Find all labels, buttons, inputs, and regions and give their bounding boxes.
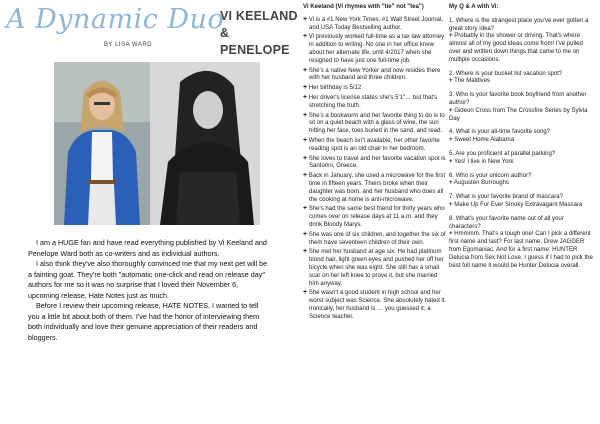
vi-facts-column [303, 4, 447, 322]
qa-item [449, 18, 595, 65]
qa-item [449, 129, 595, 145]
plus-bullet-icon: + [449, 231, 453, 238]
fact-item: + She met her husband at age six. He had platinum blond hair, light green eyes and pushed her off her bicycle when she was eight. She still has a small scar on her left knee to prove it, but she married him anyway. [303, 248, 444, 287]
qa-heading: My Q & A with Vi: [449, 4, 499, 10]
answer: + Augusten Burroughs [449, 180, 510, 187]
fact-item: + When the beach isn't available, her other favorite reading spot is an old chair in her bedroom. [303, 136, 440, 152]
answer: + Yes! I live in New York [449, 158, 514, 165]
portrait-blonde-woman [54, 62, 150, 225]
byline: BY LISA WARD [104, 42, 153, 48]
plus-bullet-icon: + [449, 78, 453, 85]
plus-bullet-icon: + [303, 33, 308, 41]
plus-bullet-icon: + [449, 180, 453, 187]
fact-item: + She wasn't a good student in high school and her worst subject was Science. She absolutely hated it. Ironically, her husband is … you guessed it, a Science teacher. [303, 289, 447, 320]
title-names: VI KEELAND & PENELOPE [220, 9, 298, 57]
fact-item: + She was one of six children, and together the six of them have seventeen children of their own. [303, 230, 446, 246]
fact-item: + She's a bookworm and her favorite thing to do is to sit on a quiet beach with a glass of wine, the sun hitting her face, toes buried in the sand, and read. [303, 111, 445, 135]
answer: + Probably in the shower or driving. That's where almost all of my good ideas come from! I've pulled over and written down things that came to me on multiple occasions. [449, 33, 583, 63]
intro-paragraph-2: I also think they've also thoroughly convinced me that my next pet will be a fainting goat. They're both "automatic one-click and read on release day" authors for me so it was no surprise that I loved their November 6, upcoming release, Hate Notes just as much. [28, 259, 268, 300]
qa-item [449, 194, 595, 210]
question: 6. Who is your unicorn author? [449, 172, 532, 179]
fact-item: + Her birthday is 5/12 [303, 84, 362, 92]
qa-item [449, 216, 595, 271]
question: 4. What is your all-time favorite song? [449, 129, 551, 136]
plus-bullet-icon: + [449, 201, 453, 208]
intro-paragraph-3: Before I review their upcoming release, HATE NOTES, I wanted to tell you a little bit about both of them. I've had the honor of interviewing them both individually and love their genuine appreciation of their readers and bloggers. [28, 301, 260, 342]
plus-bullet-icon: + [303, 15, 308, 23]
plus-bullet-icon: + [449, 33, 453, 40]
question: 8. What's your favorite name out of all your characters? [449, 215, 564, 230]
plus-bullet-icon: + [303, 111, 308, 119]
plus-bullet-icon: + [303, 172, 308, 180]
portrait-dark-haired-woman [150, 62, 260, 225]
fact-item: + She loves to travel and her favorite vacation spot is Santorini, Greece. [303, 154, 446, 170]
fact-item: + Vi previously worked full-time as a tax law attorney in addition to writing. No one in her office knew about her alternate life, until 4/2017 when she resigned to have just one full-time job. [303, 33, 445, 64]
author-photo-right [150, 62, 260, 225]
plus-bullet-icon: + [303, 84, 308, 92]
answer: + Gideon Cross from The Crossfire Series by Sylvia Day [449, 107, 588, 122]
fact-item: + She's a native New Yorker and now resides there with her husband and three children. [303, 66, 441, 82]
intro-paragraph-1: I am a HUGE fan and have read everything published by Vi Keeland and Penelope Ward both as co-writers and as individual authors. [28, 238, 267, 258]
fact-item: + Vi is a #1 New York Times, #1 Wall Street Journal, and USA Today Bestselling author. [303, 15, 443, 31]
answer: + The Maldives [449, 78, 491, 85]
qa-column [449, 4, 595, 276]
plus-bullet-icon: + [303, 154, 308, 162]
qa-item [449, 71, 595, 87]
intro-text [28, 238, 268, 343]
fact-item: + She's had the same best friend for thirty years who comes over on release days at 11 a.m. and they drink Bloody Marys. [303, 205, 445, 228]
author-photo-left [54, 62, 150, 225]
plus-bullet-icon: + [303, 248, 308, 256]
plus-bullet-icon: + [303, 93, 308, 101]
title-script: A Dynamic Duo [6, 4, 225, 35]
answer: + Sweet Home Alabama [449, 137, 515, 144]
qa-item [449, 151, 595, 167]
plus-bullet-icon: + [303, 230, 308, 238]
plus-bullet-icon: + [303, 66, 308, 74]
plus-bullet-icon: + [449, 158, 453, 165]
plus-bullet-icon: + [303, 289, 308, 297]
question: 5. Are you proficient at parallel parking? [449, 150, 556, 157]
plus-bullet-icon: + [449, 107, 453, 114]
question: 1. Where is the strangest place you've ever gotten a great story idea? [449, 17, 589, 32]
qa-item [449, 92, 595, 123]
plus-bullet-icon: + [303, 205, 308, 213]
answer: + Hmmmm. That's a tough one! Can I pick a different first name and last? For last name: Drew JAGGER from Egomaniac. And for a first name: HUNTER Delucia from Sex Not Love. I guess if I had to pick the best full name it would be Hunter Delucia overall. [449, 231, 593, 269]
question: 7. What is your favorite brand of mascara? [449, 194, 563, 201]
fact-item: + Her driver's license states she's 5'1"… but that's stretching the truth. [303, 93, 438, 109]
plus-bullet-icon: + [449, 137, 453, 144]
question: 3. Who is your favorite book boyfriend from another author? [449, 92, 587, 106]
fact-item: + Back in January, she used a microwave for the first time in fifteen years. Theirs broke when their daughter was born, and her husband who does all the cooking at home is anti-microwave. [303, 172, 446, 203]
answer: + Make Up For Ever Smoky Extravagant Mascara [449, 201, 583, 208]
qa-item [449, 173, 595, 189]
question: 2. Where is your bucket list vacation spot? [449, 70, 563, 77]
vi-facts-heading: Vi Keeland (Vi rhymes with "tie" not "tea") [303, 4, 424, 10]
plus-bullet-icon: + [303, 136, 308, 144]
